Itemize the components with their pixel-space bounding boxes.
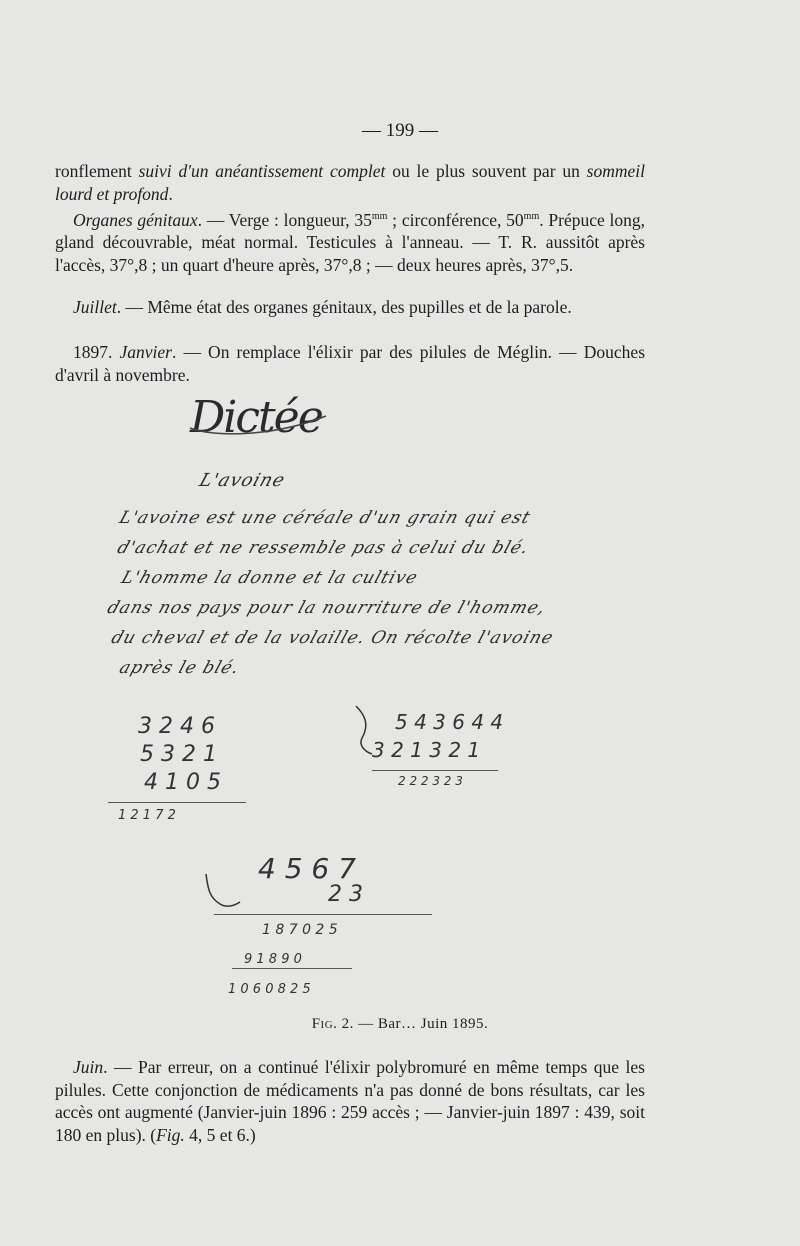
arith-left-rule	[108, 802, 246, 803]
arith-right-line: 5 4 3 6 4 4	[395, 710, 504, 734]
text-run: ou le plus souvent par un	[385, 161, 587, 181]
arith-bottom-rule	[232, 968, 352, 969]
handwritten-line: d'achat et ne ressemble pas à celui du blé.	[114, 538, 532, 558]
arith-bottom-line: 4 5 6 7	[258, 852, 356, 885]
arith-right-rule	[372, 770, 498, 771]
text-run: . — Verge : longueur, 35	[197, 209, 372, 230]
paragraph-ronflement	[55, 160, 645, 205]
figure-caption-text: — Bar… Juin 1895.	[353, 1016, 489, 1032]
arith-bottom-rule	[214, 914, 432, 915]
arith-right-line: 3 2 1 3 2 1	[372, 738, 481, 762]
italic-run: suivi d'un anéantissement complet	[138, 161, 386, 181]
text-run: ; circonférence, 50	[387, 209, 524, 230]
text-run: . Prépuce long, gland découvrable, méat normal. Testicules à l'anneau. — T. R. aussitôt après l'accès, 37°,8 ; un quart d'heure après, 37°,8 ; — deux heures après, 37°,5.	[55, 209, 646, 276]
handwritten-line: L'homme la donne et la cultive	[118, 568, 421, 588]
arith-bottom-line: 2 3	[328, 882, 363, 907]
text-run: 1897.	[73, 342, 120, 362]
paragraph-1897-janvier	[55, 341, 645, 386]
handwritten-line: dans nos pays pour la nourriture de l'homme,	[104, 598, 549, 618]
handwritten-subtitle: L'avoine	[196, 470, 289, 491]
text-run: .	[168, 183, 173, 204]
unit-superscript: mm	[371, 211, 388, 222]
handwritten-line: L'avoine est une céréale d'un grain qui est	[116, 508, 534, 528]
text-run: . — On remplace l'élixir par des pilules de Méglin. — Douches d'avril à novembre.	[55, 342, 646, 385]
arith-bottom-line: 1 0 6 0 8 2 5	[228, 982, 311, 997]
italic-run: sommeil lourd et profond	[55, 161, 645, 204]
italic-run: Organes génitaux	[73, 209, 198, 230]
italic-run: Fig.	[156, 1124, 185, 1145]
italic-run: Juin	[73, 1057, 104, 1077]
handwritten-title: Dictée	[190, 392, 322, 443]
figure-label: Fig. 2.	[311, 1016, 354, 1032]
figure-caption	[0, 1016, 800, 1033]
bottom-bracket	[200, 872, 244, 912]
arith-left-result: 1 2 1 7 2	[118, 808, 176, 823]
handwritten-line: après le blé.	[116, 658, 243, 678]
arith-left-line: 4 1 0 5	[144, 770, 221, 795]
italic-run: Juillet	[73, 297, 117, 317]
italic-run: Janvier	[119, 342, 172, 362]
text-run: ronflement	[55, 161, 139, 181]
arith-bottom-line: 1 8 7 0 2 5	[262, 922, 338, 938]
title-flourish	[186, 398, 336, 438]
arith-left-line: 3 2 4 6	[138, 714, 215, 739]
paragraph-organes-genitaux	[55, 206, 645, 277]
page-number: — 199 —	[362, 120, 438, 141]
arith-right-result: 2 2 2 3 2 3	[398, 774, 463, 788]
text-run: . — Même état des organes génitaux, des pupilles et de la parole.	[116, 297, 572, 317]
handwritten-line: du cheval et de la volaille. On récolte l'avoine	[108, 628, 557, 648]
arith-left-line: 5 3 2 1	[140, 742, 217, 767]
paragraph-juin	[55, 1056, 645, 1146]
arith-bottom-line: 9 1 8 9 0	[244, 952, 302, 967]
text-run: . — Par erreur, on a continué l'élixir polybromuré en même temps que les pilules. Cette conjonction de médicaments n'a pas donné de bons résultats, car les accès ont augmenté (Janvier-juin 1896 : 259 accès ; — Janvier-juin 1897 : 439, soit 180 en plus). (	[55, 1057, 645, 1145]
unit-superscript: mm	[523, 211, 540, 222]
paragraph-juillet	[55, 296, 645, 319]
text-run: 4, 5 et 6.)	[184, 1124, 256, 1145]
